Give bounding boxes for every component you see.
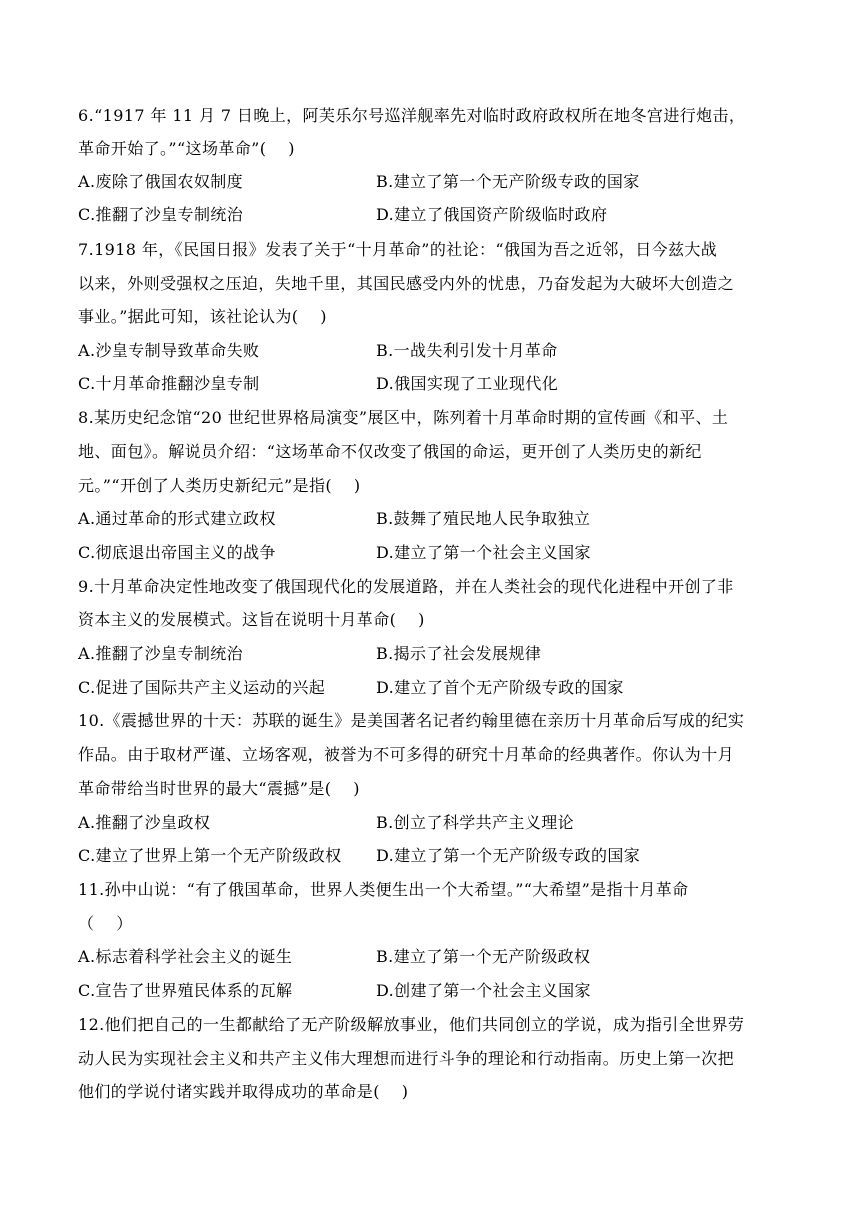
- question-12-line-1: 12.他们把自己的一生都献给了无产阶级解放事业，他们共同创立的学说，成为指引全世界劳: [78, 1015, 745, 1034]
- question-11-option-d: D.创建了第一个社会主义国家: [376, 981, 591, 1000]
- question-8-line-3: 元。”“开创了人类历史新纪元”是指( ): [78, 476, 361, 495]
- question-10-option-a: A.推翻了沙皇政权: [78, 813, 211, 832]
- question-11-option-c: C.宣告了世界殖民体系的瓦解: [78, 981, 293, 1000]
- question-9-option-d: D.建立了首个无产阶级专政的国家: [376, 678, 624, 697]
- question-8-option-b: B.鼓舞了殖民地人民争取独立: [376, 509, 591, 528]
- question-8-line-2: 地、面包》。解说员介绍：“这场革命不仅改变了俄国的命运，更开创了人类历史的新纪: [78, 442, 702, 461]
- question-7-line-2: 以来，外则受强权之压迫，失地千里，其国民感受内外的忧患，乃奋发起为大破坏大创造之: [78, 274, 735, 293]
- question-9-option-c: C.促进了国际共产主义运动的兴起: [78, 678, 326, 697]
- question-9-option-b: B.揭示了社会发展规律: [376, 644, 542, 663]
- question-10-line-2: 作品。由于取材严谨、立场客观，被誉为不可多得的研究十月革命的经典著作。你认为十月: [78, 745, 735, 764]
- question-6-option-b: B.建立了第一个无产阶级专政的国家: [376, 172, 640, 191]
- question-7-option-a: A.沙皇专制导致革命失败: [78, 341, 260, 360]
- question-10-option-c: C.建立了世界上第一个无产阶级政权: [78, 846, 342, 865]
- question-6-option-c: C.推翻了沙皇专制统治: [78, 205, 244, 224]
- question-7-option-d: D.俄国实现了工业现代化: [376, 374, 559, 393]
- question-6-option-d: D.建立了俄国资产阶级临时政府: [376, 205, 608, 224]
- question-10-line-3: 革命带给当时世界的最大“震撼”是( ): [78, 779, 360, 798]
- question-6-option-a: A.废除了俄国农奴制度: [78, 172, 244, 191]
- question-7-line-3: 事业。”据此可知，该社论认为( ): [78, 307, 327, 326]
- question-11-line-2: （ ）: [78, 914, 133, 933]
- question-11-line-1: 11.孙中山说：“有了俄国革命，世界人类便生出一个大希望。”“大希望”是指十月革命: [78, 880, 689, 899]
- question-12-line-2: 动人民为实现社会主义和共产主义伟大理想而进行斗争的理论和行动指南。历史上第一次把: [78, 1049, 735, 1068]
- question-6-line-2: 革命开始了。”“这场革命”( ): [78, 139, 295, 158]
- question-11-option-a: A.标志着科学社会主义的诞生: [78, 947, 293, 966]
- question-9-option-a: A.推翻了沙皇专制统治: [78, 644, 244, 663]
- question-7-option-b: B.一战失利引发十月革命: [376, 341, 558, 360]
- question-12-line-3: 他们的学说付诸实践并取得成功的革命是( ): [78, 1082, 409, 1101]
- question-6-line-1: 6.“1917 年 11 月 7 日晚上，阿芙乐尔号巡洋舰率先对临时政府政权所在地冬宫进行炮击，: [78, 106, 746, 125]
- question-9-line-2: 资本主义的发展模式。这旨在说明十月革命( ): [78, 610, 425, 629]
- question-8-option-d: D.建立了第一个社会主义国家: [376, 543, 591, 562]
- question-8-line-1: 8.某历史纪念馆“20 世纪世界格局演变”展区中，陈列着十月革命时期的宣传画《和平、土: [78, 408, 729, 427]
- question-8-option-c: C.彻底退出帝国主义的战争: [78, 543, 276, 562]
- question-8-option-a: A.通过革命的形式建立政权: [78, 509, 276, 528]
- question-9-line-1: 9.十月革命决定性地改变了俄国现代化的发展道路，并在人类社会的现代化进程中开创了非: [78, 577, 734, 596]
- question-10-option-d: D.建立了第一个无产阶级专政的国家: [376, 846, 641, 865]
- question-10-option-b: B.创立了科学共产主义理论: [376, 813, 575, 832]
- question-7-line-1: 7.1918 年，《民国日报》发表了关于“十月革命”的社论：“俄国为吾之近邻，日今兹大战: [78, 240, 718, 259]
- question-11-option-b: B.建立了第一个无产阶级政权: [376, 947, 591, 966]
- question-7-option-c: C.十月革命推翻沙皇专制: [78, 374, 260, 393]
- question-10-line-1: 10.《震撼世界的十天：苏联的诞生》是美国著名记者约翰里德在亲历十月革命后写成的纪实: [78, 711, 745, 730]
